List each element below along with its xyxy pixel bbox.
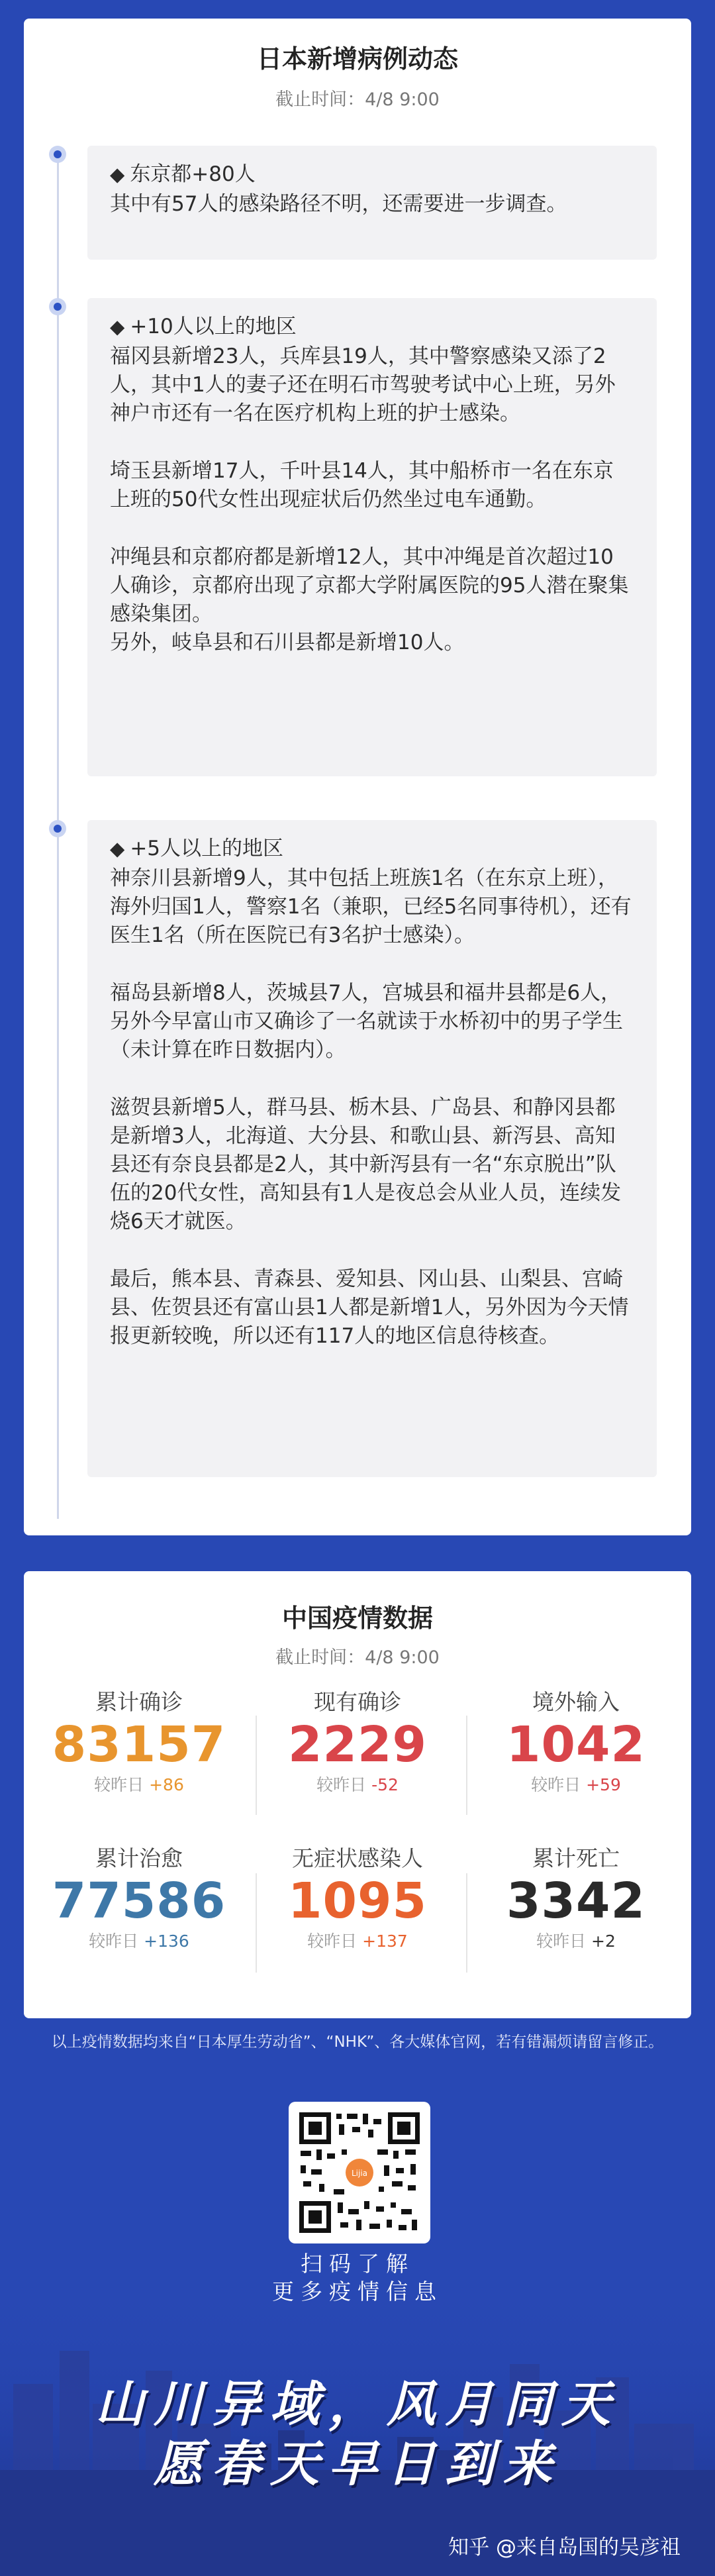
- china-card-title: 中国疫情数据: [281, 1604, 433, 1633]
- japan-cases-card: [24, 19, 691, 1535]
- stat-delta: 较昨日 +86: [94, 1775, 184, 1794]
- qr-caption: 扫码了解: [301, 2251, 414, 2277]
- stat-imported: [465, 1689, 687, 1796]
- section-over-5: [87, 820, 657, 1477]
- stat-label: 无症状感染人: [292, 1845, 423, 1871]
- stat-label: 现有确诊: [314, 1689, 401, 1715]
- section-paragraph: 福冈县新增23人，兵库县19人，其中警察感染又添了2人，其中1人的妻子还在明石市驾驶考试中心上班，另外神户市还有一名在医疗机构上班的护士感染。: [110, 344, 616, 425]
- stat-value: 1042: [506, 1716, 645, 1773]
- timeline-dot-icon: [49, 146, 66, 163]
- stat-cumulative-deaths: [465, 1845, 687, 1953]
- section-paragraph: 其中有57人的感染路径不明，还需要进一步调查。: [110, 192, 567, 216]
- stat-current-confirmed: [246, 1689, 469, 1796]
- stat-delta: 较昨日 +59: [531, 1775, 621, 1794]
- section-heading: 东京都+80人: [130, 162, 256, 186]
- qr-caption: 更多疫情信息: [272, 2279, 443, 2304]
- stat-value: 2229: [288, 1716, 427, 1773]
- section-paragraph: 福岛县新增8人，茨城县7人，宫城县和福井县都是6人，另外今早富山市又确诊了一名就读于水桥初中的男子学生（未计算在昨日数据内）。: [110, 981, 623, 1062]
- section-paragraph: 滋贺县新增5人，群马县、栃木县、广岛县、和静冈县都是新增3人，北海道、大分县、和歌山县、新泻县、高知县还有奈良县都是2人，其中新泻县有一名“东京脱出”队伍的20代女性，高知县有1人是夜总会从业人员，连续发烧6天才就医。: [110, 1096, 622, 1233]
- china-stats-card: [24, 1571, 691, 2018]
- japan-card-timestamp: 截止时间：4/8 9:00: [275, 89, 440, 110]
- section-paragraph: 神奈川县新增9人，其中包括上班族1名（在东京上班），海外归国1人，警察1名（兼职，已经5名同事待机），还有医生1名（所在医院已有3名护士感染）。: [110, 866, 632, 947]
- section-over-10: [87, 298, 657, 776]
- stat-value: 83157: [52, 1716, 226, 1773]
- stat-label: 累计治愈: [95, 1845, 183, 1871]
- diamond-icon: ◆: [110, 837, 125, 860]
- section-paragraph: 最后，熊本县、青森县、爱知县、冈山县、山梨县、宫崎县、佐贺县还有富山县1人都是新增1人，另外因为今天情报更新较晚，所以还有117人的地区信息待核查。: [110, 1267, 629, 1348]
- stat-cumulative-confirmed: [28, 1689, 250, 1796]
- diamond-icon: ◆: [110, 315, 125, 338]
- stat-delta: 较昨日 +137: [307, 1932, 408, 1951]
- qr-code-icon: [297, 2110, 422, 2236]
- stat-delta: 较昨日 +136: [89, 1932, 189, 1951]
- author-credit: 知乎 @来自岛国的吴彦祖: [448, 2536, 681, 2559]
- stat-asymptomatic: [246, 1845, 469, 1953]
- timeline-dot-icon: [49, 298, 66, 315]
- section-tokyo: [87, 146, 657, 260]
- stat-delta: 较昨日 +2: [536, 1932, 616, 1951]
- slogan-line: 山川异域，风月同天: [95, 2376, 620, 2433]
- stat-value: 77586: [52, 1873, 226, 1930]
- diamond-icon: ◆: [110, 163, 125, 185]
- stat-value: 1095: [288, 1873, 427, 1930]
- stat-label: 累计确诊: [95, 1689, 183, 1715]
- section-paragraph: 另外，岐阜县和石川县都是新增10人。: [110, 631, 465, 654]
- stat-delta: 较昨日 -52: [316, 1775, 399, 1794]
- china-card-timestamp: 截止时间：4/8 9:00: [275, 1647, 440, 1668]
- timeline-dot-icon: [49, 820, 66, 837]
- section-heading: +10人以上的地区: [130, 315, 297, 338]
- stat-value: 3342: [506, 1873, 645, 1930]
- stat-label: 累计死亡: [532, 1845, 620, 1871]
- japan-card-title: 日本新增病例动态: [256, 44, 458, 74]
- svg-text:Lijia: Lijia: [351, 2169, 368, 2178]
- section-heading: +5人以上的地区: [130, 837, 284, 860]
- section-paragraph: 埼玉县新增17人，千叶县14人，其中船桥市一名在东京上班的50代女性出现症状后仍然坐过电车通勤。: [110, 459, 614, 511]
- stat-label: 境外输入: [532, 1689, 620, 1715]
- slogan-line: 愿春天早日到来: [154, 2436, 561, 2493]
- data-source-footnote: 以上疫情数据均来自“日本厚生劳动省”、“NHK”、各大媒体官网，若有错漏烦请留言修正。: [51, 2034, 664, 2051]
- section-paragraph: 冲绳县和京都府都是新增12人，其中冲绳是首次超过10人确诊，京都府出现了京都大学附属医院的95人潜在聚集感染集团。: [110, 545, 629, 626]
- stat-cumulative-recovered: [28, 1845, 250, 1953]
- qr-code[interactable]: [289, 2102, 430, 2243]
